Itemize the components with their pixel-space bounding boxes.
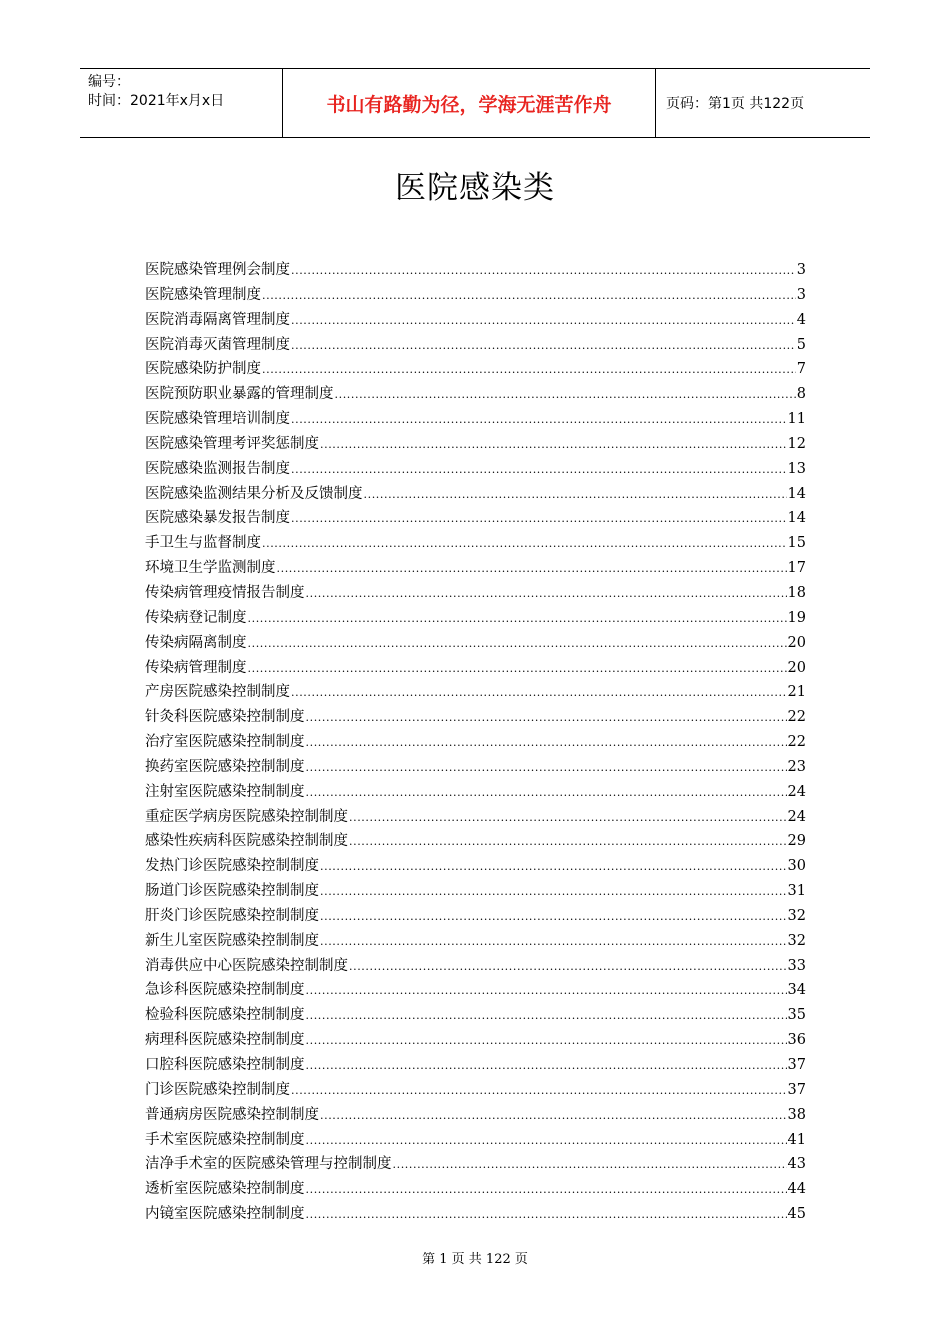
toc-entry-page: 3 [796, 262, 806, 278]
toc-leader-dots [306, 736, 787, 749]
toc-entry-page: 14 [787, 485, 806, 502]
toc-entry[interactable] [145, 730, 806, 755]
toc-entry-title: 新生儿室医院感染控制制度 [145, 932, 319, 949]
toc-entry-title: 肠道门诊医院感染控制制度 [145, 883, 319, 900]
toc-leader-dots [306, 984, 787, 997]
toc-leader-dots [349, 811, 787, 824]
toc-entry[interactable] [145, 1152, 806, 1177]
toc-leader-dots [306, 1009, 787, 1022]
toc-entry-title: 手卫生与监督制度 [145, 535, 261, 552]
toc-entry[interactable] [145, 1202, 806, 1227]
toc-entry-page: 45 [787, 1206, 806, 1223]
toc-entry[interactable] [145, 457, 806, 482]
toc-entry[interactable] [145, 556, 806, 581]
toc-entry-page: 12 [787, 435, 806, 452]
toc-leader-dots [291, 463, 787, 476]
toc-leader-dots [262, 537, 787, 550]
toc-leader-dots [291, 1084, 787, 1097]
toc-entry[interactable] [145, 854, 806, 879]
toc-leader-dots [320, 935, 787, 948]
header-meta [80, 69, 282, 137]
toc-entry-title: 医院预防职业暴露的管理制度 [145, 386, 334, 403]
toc-entry[interactable] [145, 1128, 806, 1153]
toc-entry-page: 15 [787, 535, 806, 552]
toc-entry[interactable] [145, 829, 806, 854]
toc-entry-title: 医院感染防护制度 [145, 361, 261, 378]
toc-leader-dots [291, 264, 796, 277]
toc-entry-title: 医院消毒灭菌管理制度 [145, 336, 290, 353]
toc-leader-dots [320, 438, 787, 451]
toc-entry-page: 38 [787, 1106, 806, 1123]
toc-entry[interactable] [145, 929, 806, 954]
document-time-label: 时间：2021年x月x日 [88, 93, 225, 109]
toc-entry-page: 4 [796, 311, 806, 328]
toc-entry[interactable] [145, 407, 806, 432]
toc-entry[interactable] [145, 308, 806, 333]
toc-entry-title: 急诊科医院感染控制制度 [145, 982, 305, 999]
toc-entry[interactable] [145, 258, 806, 283]
toc-entry[interactable] [145, 1028, 806, 1053]
page-header [80, 68, 870, 138]
toc-leader-dots [364, 488, 787, 501]
toc-entry-page: 14 [787, 510, 806, 527]
toc-entry[interactable] [145, 432, 806, 457]
header-motto: 书山有路勤为径，学海无涯苦作舟 [282, 69, 656, 137]
toc-entry-title: 医院感染管理制度 [145, 286, 261, 303]
toc-entry-page: 22 [787, 709, 806, 726]
toc-entry[interactable] [145, 382, 806, 407]
toc-leader-dots [248, 637, 787, 650]
toc-entry-title: 医院感染管理培训制度 [145, 411, 290, 428]
toc-entry-title: 手术室医院感染控制制度 [145, 1131, 305, 1148]
toc-entry-title: 门诊医院感染控制制度 [145, 1081, 290, 1098]
toc-leader-dots [306, 761, 787, 774]
toc-entry-title: 检验科医院感染控制制度 [145, 1007, 305, 1024]
toc-entry-title: 消毒供应中心医院感染控制制度 [145, 957, 348, 974]
header-page-info: 页码：第1页 共122页 [666, 96, 805, 112]
toc-entry-page: 20 [787, 634, 806, 651]
toc-entry-page: 18 [787, 584, 806, 601]
toc-leader-dots [320, 885, 787, 898]
toc-entry-title: 医院感染监测结果分析及反馈制度 [145, 485, 363, 502]
toc-leader-dots [291, 339, 796, 352]
toc-entry-page: 32 [787, 907, 806, 924]
toc-entry[interactable] [145, 780, 806, 805]
toc-entry-page: 22 [787, 734, 806, 751]
toc-entry[interactable] [145, 656, 806, 681]
toc-entry-page: 34 [787, 982, 806, 999]
toc-entry-title: 针灸科医院感染控制制度 [145, 709, 305, 726]
document-number-label: 编号： [88, 74, 130, 90]
toc-entry-page: 13 [787, 460, 806, 477]
toc-entry[interactable] [145, 283, 806, 308]
toc-leader-dots [262, 289, 796, 302]
toc-entry-page: 20 [787, 659, 806, 676]
toc-entry-title: 医院感染暴发报告制度 [145, 510, 290, 527]
toc-entry[interactable] [145, 680, 806, 705]
toc-leader-dots [306, 1034, 787, 1047]
toc-entry-title: 肝炎门诊医院感染控制制度 [145, 907, 319, 924]
toc-entry-page: 37 [787, 1057, 806, 1073]
toc-entry-page: 36 [787, 1032, 806, 1049]
toc-entry-title: 口腔科医院感染控制制度 [145, 1057, 305, 1073]
toc-leader-dots [306, 1208, 787, 1221]
toc-leader-dots [291, 512, 787, 525]
toc-leader-dots [306, 711, 787, 724]
toc-entry-title: 透析室医院感染控制制度 [145, 1181, 305, 1198]
toc-entry-title: 产房医院感染控制制度 [145, 684, 290, 701]
toc-entry-title: 医院感染管理考评奖惩制度 [145, 435, 319, 452]
toc-leader-dots [320, 1109, 787, 1122]
toc-leader-dots [248, 662, 787, 675]
toc-entry-page: 3 [796, 286, 806, 303]
toc-entry-page: 21 [787, 684, 806, 701]
toc-entry-page: 43 [787, 1156, 806, 1173]
toc-entry[interactable] [145, 1103, 806, 1128]
toc-entry[interactable] [145, 904, 806, 929]
toc-entry[interactable] [145, 482, 806, 507]
toc-entry-title: 发热门诊医院感染控制制度 [145, 858, 319, 875]
toc-entry-page: 7 [796, 361, 806, 378]
toc-entry[interactable] [145, 1177, 806, 1202]
toc-leader-dots [248, 612, 787, 625]
toc-leader-dots [291, 314, 796, 327]
toc-entry-page: 8 [796, 386, 806, 403]
toc-entry-page: 24 [787, 783, 806, 800]
toc-entry-page: 17 [787, 560, 806, 577]
toc-leader-dots [335, 388, 796, 401]
toc-leader-dots [393, 1158, 787, 1171]
toc-entry-title: 感染性疾病科医院感染控制制度 [145, 833, 348, 850]
toc-entry[interactable] [145, 581, 806, 606]
toc-leader-dots [349, 835, 787, 848]
toc-entry-title: 传染病管理疫情报告制度 [145, 584, 305, 601]
toc-entry-title: 普通病房医院感染控制制度 [145, 1106, 319, 1123]
toc-entry-title: 传染病管理制度 [145, 659, 247, 676]
toc-entry-page: 37 [787, 1081, 806, 1098]
toc-leader-dots [291, 686, 787, 699]
toc-entry-title: 医院感染监测报告制度 [145, 460, 290, 477]
toc-leader-dots [306, 1134, 787, 1147]
toc-leader-dots [306, 786, 787, 799]
toc-entry[interactable] [145, 1078, 806, 1103]
toc-entry-page: 19 [787, 609, 806, 626]
toc-leader-dots [349, 960, 787, 973]
toc-entry-page: 32 [787, 932, 806, 949]
toc-entry-page: 35 [787, 1007, 806, 1024]
toc-entry[interactable] [145, 1053, 806, 1078]
toc-entry-title: 注射室医院感染控制制度 [145, 783, 305, 800]
toc-entry-page: 44 [787, 1181, 806, 1198]
toc-entry-page: 33 [787, 957, 806, 974]
toc-leader-dots [306, 1059, 787, 1072]
toc-entry[interactable] [145, 705, 806, 730]
toc-entry[interactable] [145, 1003, 806, 1028]
toc-entry[interactable] [145, 805, 806, 830]
toc-entry-title: 环境卫生学监测制度 [145, 560, 276, 577]
toc-leader-dots [277, 562, 787, 575]
table-of-contents [145, 258, 806, 1227]
page-footer: 第 1 页 共 122 页 [422, 1252, 528, 1267]
toc-leader-dots [262, 363, 796, 376]
toc-entry-page: 41 [787, 1131, 806, 1148]
toc-entry-title: 重症医学病房医院感染控制制度 [145, 808, 348, 825]
toc-entry-title: 病理科医院感染控制制度 [145, 1032, 305, 1049]
toc-entry-title: 换药室医院感染控制制度 [145, 758, 305, 775]
toc-entry-title: 洁净手术室的医院感染管理与控制制度 [145, 1156, 392, 1173]
toc-leader-dots [291, 413, 787, 426]
toc-entry-title: 内镜室医院感染控制制度 [145, 1206, 305, 1223]
toc-entry-title: 传染病隔离制度 [145, 634, 247, 651]
toc-entry[interactable] [145, 978, 806, 1003]
toc-entry-title: 医院感染管理例会制度 [145, 262, 290, 278]
toc-leader-dots [306, 587, 787, 600]
toc-entry[interactable] [145, 333, 806, 358]
toc-entry-title: 治疗室医院感染控制制度 [145, 734, 305, 751]
toc-entry-page: 11 [787, 411, 806, 428]
toc-entry-page: 24 [787, 808, 806, 825]
document-title: 医院感染类 [395, 170, 555, 206]
toc-entry-title: 传染病登记制度 [145, 609, 247, 626]
toc-entry[interactable] [145, 606, 806, 631]
toc-entry[interactable] [145, 755, 806, 780]
toc-entry-title: 医院消毒隔离管理制度 [145, 311, 290, 328]
toc-leader-dots [320, 910, 787, 923]
toc-entry[interactable] [145, 357, 806, 382]
toc-leader-dots [320, 860, 787, 873]
toc-leader-dots [306, 1183, 787, 1196]
toc-entry-page: 23 [787, 758, 806, 775]
toc-entry[interactable] [145, 879, 806, 904]
toc-entry[interactable] [145, 954, 806, 979]
toc-entry-page: 5 [796, 336, 806, 353]
toc-entry[interactable] [145, 531, 806, 556]
toc-entry[interactable] [145, 631, 806, 656]
toc-entry[interactable] [145, 506, 806, 531]
toc-entry-page: 29 [787, 833, 806, 850]
toc-entry-page: 30 [787, 858, 806, 875]
toc-entry-page: 31 [787, 883, 806, 900]
